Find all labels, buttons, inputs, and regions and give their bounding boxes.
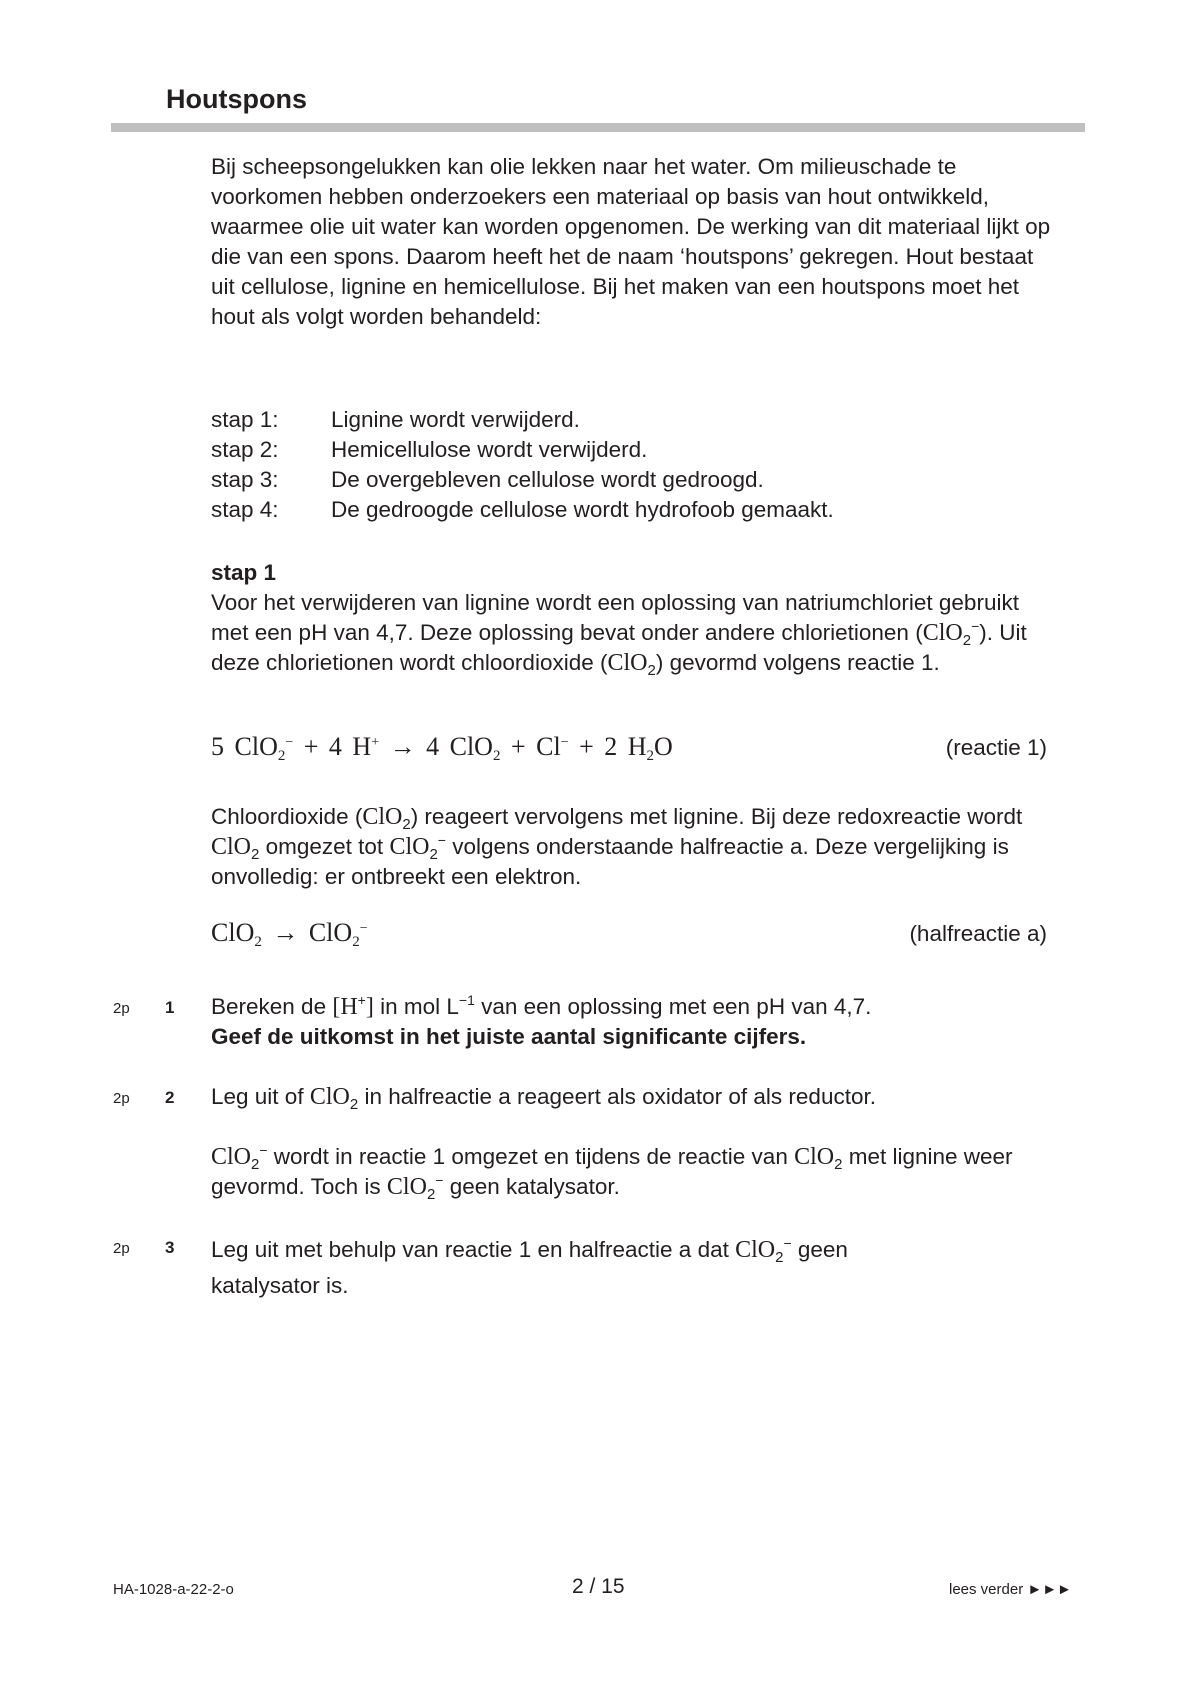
text-segment: ] (365, 994, 374, 1020)
text-segment: 2 (647, 662, 656, 679)
text-segment: volgens onderstaande halfreactie a. Deze vergelijking is onvolledig: er ontbreekt een elektron. (211, 834, 1009, 889)
text-segment: 2 (492, 748, 501, 764)
text-segment: Leg uit of (211, 1084, 310, 1109)
text-segment: 2 (426, 1186, 436, 1203)
text-segment: → 4 ClO (379, 732, 493, 761)
step-list (211, 405, 834, 525)
halfreactie-a-equation (211, 918, 368, 948)
halfreactie-a-label: (halfreactie a) (909, 921, 1047, 946)
text-segment: [H (332, 994, 358, 1020)
text-segment: ) reageert vervolgens met lignine. Bij deze redoxreactie wordt (410, 804, 1023, 829)
reactie1-label: (reactie 1) (945, 735, 1047, 760)
text-segment: 2 (352, 934, 360, 950)
text-segment: − (359, 921, 368, 936)
reactie1-equation (211, 732, 673, 762)
text-segment: geen katalysator. (443, 1174, 620, 1199)
chloordioxide-paragraph (211, 802, 1051, 892)
text-segment: 2 (254, 934, 262, 950)
intro-text: Bij scheepsongelukken kan olie lekken naar het water. Om milieuschade te voorkomen hebben onderzoekers een materiaal op basis van hout ontwikkeld, waarmee olie uit water kan worden opgenomen. De werking van dit materiaal lijkt op die van een spons. Daarom heeft het de naam ‘houtspons’ gekregen. Hout bestaat uit cellulose, lignine en hemicellulose. Bij het maken van een houtspons moet het hout als volgt worden behandeld: (211, 154, 1051, 329)
text-segment: − (783, 1235, 792, 1251)
step-item (211, 405, 834, 435)
step-text: Lignine wordt verwijderd. (331, 407, 580, 432)
text-segment: ) gevormd volgens reactie 1. (655, 650, 940, 675)
page-number: 2 / 15 (572, 1575, 625, 1598)
text-segment: omgezet tot (259, 834, 390, 859)
text-segment: → ClO (261, 918, 353, 947)
exam-code: HA-1028-a-22-2-o (113, 1581, 234, 1598)
intro-paragraph (211, 152, 1051, 332)
text-segment: Voor het verwijderen van lignine wordt een oplossing van natriumchloriet gebruikt met een pH van 4,7. Deze oplossing bevat onder andere chlorietionen ( (211, 590, 1019, 645)
question-instruction: Geef de uitkomst in het juiste aantal significante cijfers. (211, 1024, 807, 1049)
text-segment: 5 ClO (211, 732, 278, 761)
question-number: 2 (165, 1088, 175, 1107)
text-segment: − (560, 735, 569, 750)
reactie1-row (211, 732, 1047, 762)
intermezzo-text (211, 1142, 1051, 1202)
text-segment: wordt in reactie 1 omgezet en tijdens de reactie van (267, 1144, 795, 1169)
question-text (211, 992, 1051, 1022)
text-segment: ClO (389, 834, 430, 860)
text-segment: van een oplossing met een pH van 4,7. (474, 994, 872, 1019)
stap1-section (211, 558, 1051, 678)
step-label: stap 3: (211, 467, 279, 492)
text-segment: + 4 H (293, 732, 372, 761)
text-segment: − (285, 735, 294, 750)
text-segment: 2 (962, 632, 972, 649)
text-segment: 2 (402, 816, 411, 833)
text-segment: Chloordioxide ( (211, 804, 363, 829)
text-segment: ClO (211, 1144, 252, 1170)
step-item (211, 465, 834, 495)
text-segment: ClO (922, 620, 963, 646)
text-segment: 2 (646, 748, 655, 764)
halfreactie-a-row (211, 918, 1047, 948)
intermezzo-paragraph (211, 1142, 1051, 1202)
text-segment: ClO (362, 804, 403, 830)
text-segment: met lignine weer gevormd. Toch is (211, 1144, 1013, 1199)
text-segment: ClO (607, 650, 648, 676)
text-segment: ClO (794, 1144, 835, 1170)
text-segment: 2 (349, 1096, 359, 1113)
step-text: Hemicellulose wordt verwijderd. (331, 437, 648, 462)
step-item (211, 435, 834, 465)
text-segment: + (357, 992, 366, 1008)
text-segment: − (971, 618, 980, 634)
text-segment: 2 (429, 846, 438, 863)
text-segment: O (654, 732, 673, 761)
text-segment: + (371, 735, 380, 750)
question-points: 2p (113, 1000, 130, 1017)
text-segment: − (259, 1142, 268, 1158)
text-segment: Leg uit met behulp van reactie 1 en halfreactie a dat (211, 1237, 736, 1262)
text-segment: −1 (458, 992, 475, 1008)
text-segment: − (435, 1172, 444, 1188)
question-number: 1 (165, 998, 175, 1017)
text-segment: 2 (775, 1249, 784, 1266)
stap1-paragraph (211, 588, 1051, 678)
title-divider (111, 123, 1085, 132)
text-segment: ClO (309, 1084, 350, 1110)
page-title: Houtspons (166, 84, 307, 114)
step-text: De overgebleven cellulose wordt gedroogd. (331, 467, 764, 492)
text-segment: 2 (251, 1156, 260, 1173)
text-segment: − (437, 832, 446, 848)
question-body (211, 1232, 931, 1304)
text-segment: ClO (211, 834, 252, 860)
chloordioxide-section (211, 802, 1051, 892)
text-segment: + Cl (500, 732, 561, 761)
text-segment: + 2 H (568, 732, 647, 761)
continue-indicator: lees verder ►►► (949, 1581, 1072, 1598)
text-segment: ClO (211, 918, 255, 947)
text-segment: ). Uit deze chlorietionen wordt chloordioxide ( (211, 620, 1027, 675)
question-text (211, 1082, 1051, 1112)
question-points: 2p (113, 1090, 130, 1107)
stap1-heading: stap 1 (211, 560, 277, 585)
question-text (211, 1232, 931, 1304)
text-segment: ClO (386, 1174, 427, 1200)
step-item (211, 495, 834, 525)
text-segment: ClO (735, 1237, 776, 1263)
question-body (211, 1082, 1051, 1112)
text-segment: 2 (277, 748, 286, 764)
question-body (211, 992, 1051, 1052)
step-label: stap 1: (211, 407, 279, 432)
text-segment: in halfreactie a reageert als oxidator of als reductor. (358, 1084, 876, 1109)
question-points: 2p (113, 1240, 130, 1257)
question-number: 3 (165, 1238, 175, 1257)
text-segment: in mol L (373, 994, 459, 1019)
text-segment: 2 (251, 846, 260, 863)
text-segment: Bereken de (211, 994, 333, 1019)
step-text: De gedroogde cellulose wordt hydrofoob gemaakt. (331, 497, 834, 522)
step-label: stap 4: (211, 497, 279, 522)
text-segment: geen katalysator is. (211, 1237, 848, 1298)
step-label: stap 2: (211, 437, 279, 462)
text-segment: 2 (834, 1156, 843, 1173)
